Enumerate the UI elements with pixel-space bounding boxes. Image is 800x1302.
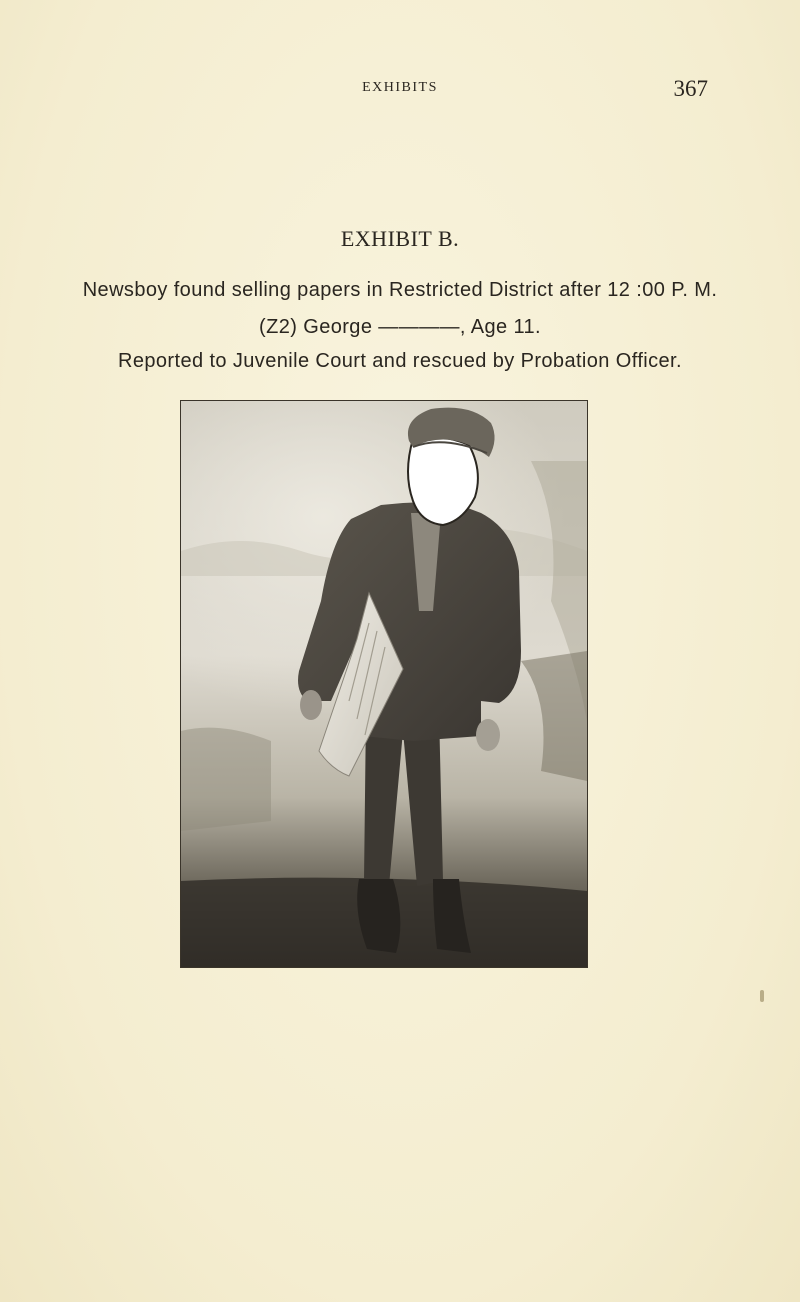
caption-line-1: Newsboy found selling papers in Restricted District after 12 :00 P. M. bbox=[82, 279, 718, 301]
left-hand bbox=[300, 690, 322, 720]
right-hand bbox=[476, 719, 500, 751]
running-head bbox=[0, 78, 800, 102]
caption-line-3: Reported to Juvenile Court and rescued by Probation Officer. bbox=[118, 350, 682, 372]
exhibit-title: EXHIBIT B. bbox=[340, 226, 460, 251]
page-number: 367 bbox=[673, 76, 708, 101]
paper-speck bbox=[760, 990, 764, 1002]
caption-line-2: (Z2) George ————, Age 11. bbox=[259, 316, 541, 338]
running-title: EXHIBITS bbox=[362, 80, 438, 95]
newsboy-photograph bbox=[180, 400, 588, 968]
photograph-image bbox=[181, 401, 587, 967]
